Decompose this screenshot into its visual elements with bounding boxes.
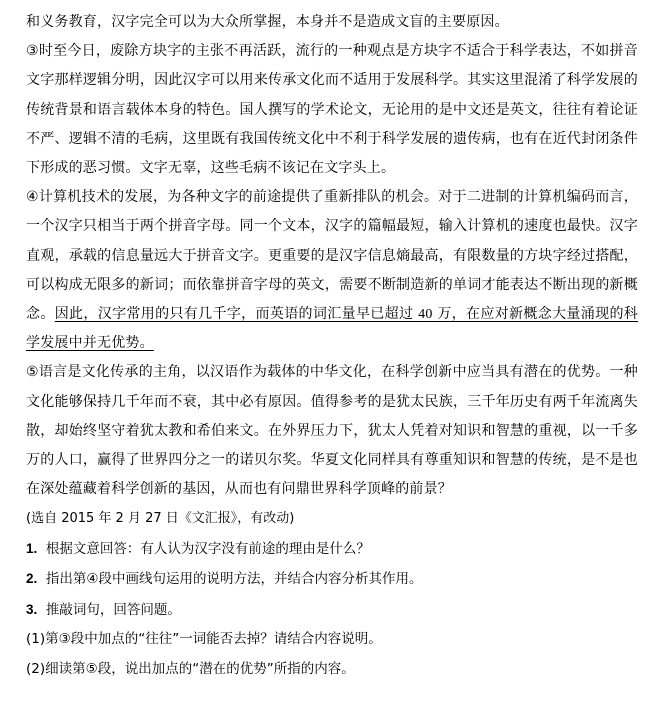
subquestion-text: 第③段中加点的“往往”一词能否去掉？请结合内容说明。 — [45, 631, 382, 648]
question-number: 1. — [26, 540, 38, 556]
underlined-number: 40 — [418, 307, 433, 323]
paragraph-continued: 和义务教育，汉字完全可以为大众所掌握，本身并不是造成文盲的主要原因。 — [26, 14, 509, 30]
subquestion-text: 细读第⑤段，说出加点的“潜在的优势”所指的内容。 — [45, 661, 355, 678]
question-number: 2. — [26, 571, 38, 587]
subquestion-number: (1) — [26, 631, 46, 648]
subquestion-2 — [26, 655, 638, 685]
underlined-sentence-part-b: 万，在应对新概念大量涌现的科学发展中并无优势。 — [26, 306, 639, 352]
question-3 — [26, 595, 638, 626]
question-1 — [26, 534, 638, 565]
question-text: 指出第④段中画线句运用的说明方法，并结合内容分析其作用。 — [45, 571, 423, 588]
underlined-sentence-part-a: 因此，汉字常用的只有几千字，而英语的词汇量早已超过 — [54, 306, 419, 323]
question-text: 根据文意回答：有人认为汉字没有前途的理由是什么？ — [45, 540, 370, 557]
question-2 — [26, 564, 638, 595]
paragraph-4-text: ④计算机技术的发展，为各种文字的前途提供了重新排队的机会。对于二进制的计算机编码而言，一个汉字只相当于两个拼音字母。同一个文本，汉字的篇幅最短，输入计算机的速度也最快。汉字直观，承载的信息量远大于拼音文字。更重要的是汉字信息熵最高，有限数量的方块字经过搭配，可以构成无限多的新词；而依靠拼音字母的英文，需要不断制造新的单词才能表达不断出现的新概念。 — [26, 189, 638, 323]
source-citation: (选自 2015 年 2 月 27 日《文汇报》，有改动) — [26, 511, 295, 527]
question-number: 3. — [26, 601, 38, 617]
paragraph-3: ③时至今日，废除方块字的主张不再活跃，流行的一种观点是方块字不适合于科学表达，不如拼音文字那样逻辑分明，因此汉字可以用来传承文化而不适用于发展科学。其实这里混淆了科学发展的传统背景和语言载体本身的特色。国人撰写的学术论文，无论用的是中文还是英文，往往有着论证不严、逻辑不清的毛病，这里既有我国传统文化中不利于科学发展的遗传病，也有在近代封闭条件下形成的恶习惯。文字无辜，这些毛病不该记在文字头上。 — [26, 43, 638, 177]
paragraph-4 — [26, 183, 638, 358]
document-page — [26, 8, 638, 685]
subquestion-number: (2) — [26, 661, 46, 678]
subquestion-1 — [26, 625, 638, 655]
underlined-sentence — [26, 306, 638, 351]
paragraph-5: ⑤语言是文化传承的主角，以汉语作为载体的中华文化，在科学创新中应当具有潜在的优势。一种文化能够保持几千年而不衰，其中必有原因。值得参考的是犹太民族，三千年历史有两千年流离失散，却始终坚守着犹太教和希伯来文。在外界压力下，犹太人凭着对知识和智慧的重视，以一千多万的人口，赢得了世界四分之一的诺贝尔奖。华夏文化同样具有尊重知识和智慧的传统，是不是也在深处蕴藏着科学创新的基因，从而也有问鼎世界科学顶峰的前景？ — [26, 364, 638, 498]
question-text: 推敲词句，回答问题。 — [45, 601, 181, 618]
